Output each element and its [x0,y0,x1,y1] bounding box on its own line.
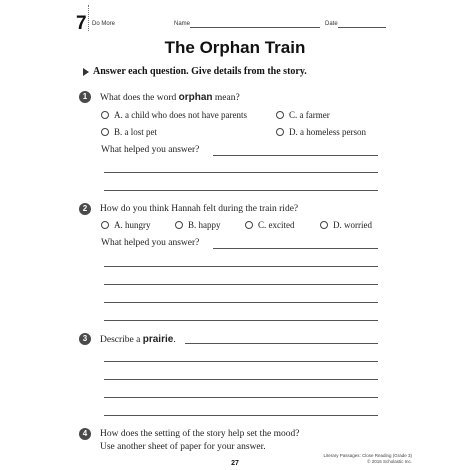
q1-option-c[interactable] [276,110,330,120]
answer-line[interactable] [104,266,378,267]
question-1-keyword: orphan [178,92,213,103]
q2-option-c[interactable] [245,220,295,230]
header-divider [88,5,89,31]
question-4-text: How does the setting of the story help set the mood? [100,429,300,439]
credit-line: Literary Passages: Close Reading (Grade 3) [323,453,412,458]
question-2-text: How do you think Hannah felt during the train ride? [100,204,299,214]
instructions: Answer each question. Give details from the story. [93,66,307,77]
question-3-text-part: Describe a [100,335,143,345]
question-number-3: 3 [79,333,91,345]
answer-line[interactable] [104,172,378,173]
date-label: Date [325,21,338,27]
q1-option-b[interactable] [101,127,157,137]
question-4-text-line2: Use another sheet of paper for your answer. [100,442,266,452]
question-1-text-part: What does the word [100,93,179,103]
question-3-keyword: prairie [142,334,174,345]
q2-option-d-label: D. worried [333,220,372,230]
q2-follow-up: What helped you answer? [101,238,200,248]
question-number-1: 1 [79,91,91,103]
unit-label: Do More [92,21,116,27]
answer-line[interactable] [104,379,378,380]
radio-circle-icon[interactable] [276,128,284,136]
q1-option-a-label: A. a child who does not have parents [114,110,247,120]
q2-option-b[interactable] [175,220,221,230]
q1-option-b-label: B. a lost pet [114,127,157,137]
q2-option-a-label: A. hungry [114,220,151,230]
page-title: The Orphan Train [164,38,306,57]
radio-circle-icon[interactable] [276,111,284,119]
question-1-text [100,92,240,103]
question-3-text [100,334,176,345]
answer-line[interactable] [104,415,378,416]
answer-line[interactable] [104,397,378,398]
radio-circle-icon[interactable] [101,111,109,119]
q1-option-c-label: C. a farmer [289,110,330,120]
answer-line[interactable] [104,361,378,362]
answer-line[interactable] [104,320,378,321]
unit-number: 7 [76,13,87,34]
answer-line[interactable] [104,302,378,303]
q1-option-d[interactable] [276,127,366,137]
date-field[interactable] [338,27,386,28]
question-1-text-part: mean? [212,93,240,103]
q1-option-d-label: D. a homeless person [289,127,366,137]
question-number-2: 2 [79,203,91,215]
radio-circle-icon[interactable] [175,221,183,229]
question-number-4: 4 [79,428,91,440]
page-number: 27 [231,460,239,467]
name-label: Name [174,21,191,27]
question-3-text-part: . [173,335,176,345]
answer-line[interactable] [104,190,378,191]
name-field[interactable] [190,27,320,28]
q1-follow-up: What helped you answer? [101,145,200,155]
answer-line[interactable] [213,155,378,156]
q2-option-a[interactable] [101,220,151,230]
radio-circle-icon[interactable] [101,221,109,229]
arrow-right-icon [83,68,89,76]
radio-circle-icon[interactable] [245,221,253,229]
q2-option-b-label: B. happy [188,220,221,230]
q1-option-a[interactable] [101,110,247,120]
answer-line[interactable] [104,284,378,285]
q2-option-c-label: C. excited [258,220,295,230]
copyright-line: © 2016 Scholastic Inc. [367,459,412,464]
answer-line[interactable] [213,248,378,249]
q2-option-d[interactable] [320,220,372,230]
radio-circle-icon[interactable] [320,221,328,229]
radio-circle-icon[interactable] [101,128,109,136]
answer-line[interactable] [185,343,378,344]
